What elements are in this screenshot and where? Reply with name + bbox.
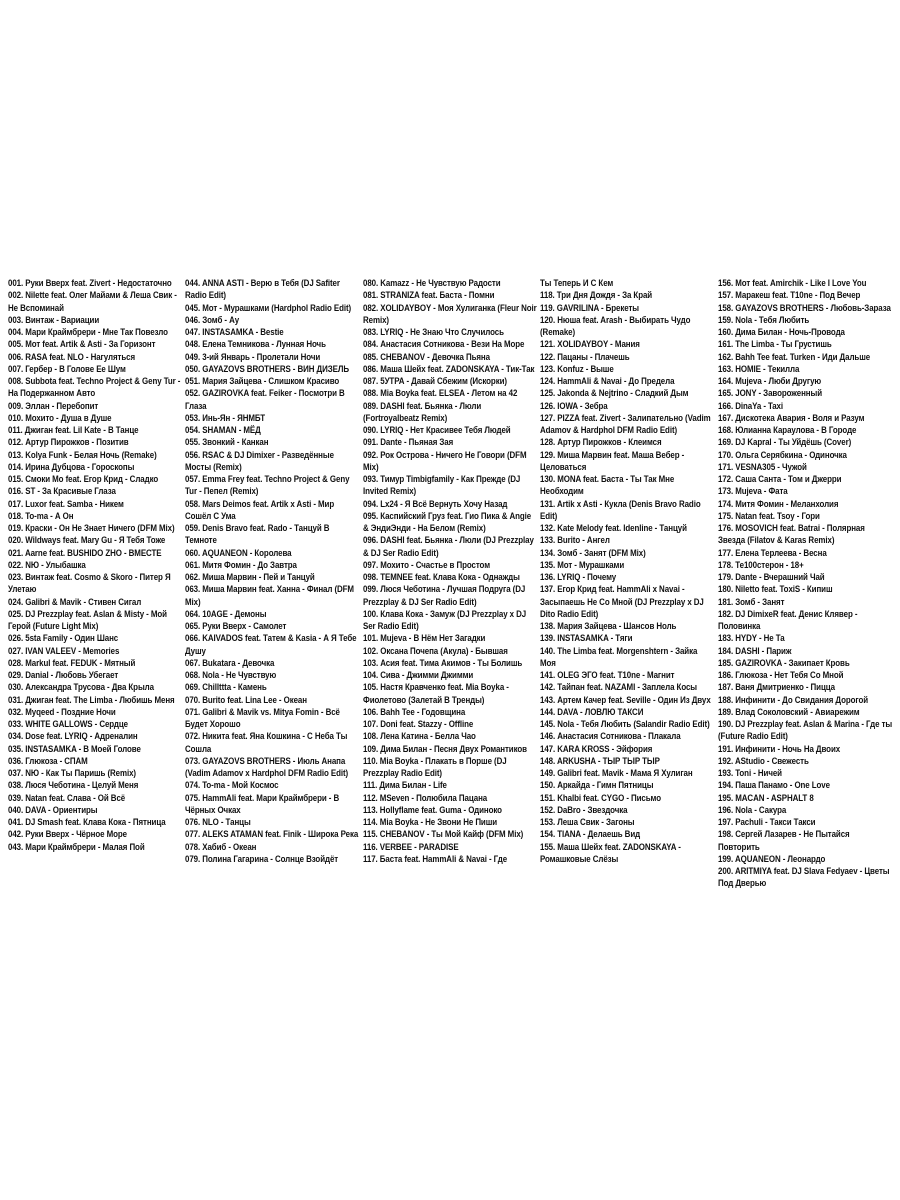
track-entry: 016. ST - За Красивые Глаза (8, 486, 116, 497)
track-entry: 007. Гербер - В Голове Ее Шум (8, 363, 126, 374)
track-entry: 011. Джиган feat. Lil Kate - В Танце (8, 425, 139, 435)
track-entry: 047. INSTASAMKA - Bestie (185, 327, 284, 337)
track-entry: 099. Люся Чеботина - Лучшая Подруга (DJ Prezzplay & DJ Ser Radio Edit) (362, 584, 526, 607)
track-entry: 124. HammAli & Navai - До Предела (540, 376, 675, 386)
track-entry: 083. LYRIQ - Не Знаю Что Случилось (362, 327, 504, 337)
track-entry: Ты Теперь И С Кем (540, 278, 614, 288)
track-entry: 184. DASHI - Париж (717, 645, 792, 656)
track-entry: 088. Mia Boyka feat. ELSEA - Летом на 42 (362, 388, 518, 399)
track-entry: 032. Myqeed - Поздние Ночи (8, 706, 116, 717)
track-entry: 176. MOSOVICH feat. Batrai - Полярная Звезда (Filatov & Karas Remix) (717, 523, 865, 546)
track-entry: 073. GAYAZOVS BROTHERS - Июль Анапа (Vadim Adamov x Hardphol DFM Radio Edit) (185, 755, 349, 778)
track-entry: 139. INSTASAMKA - Тяги (540, 633, 633, 644)
track-entry: 146. Анастасия Сотникова - Плакала (540, 731, 681, 742)
track-entry: 079. Полина Гагарина - Солнце Взойдёт (185, 853, 339, 864)
track-entry: 084. Анастасия Сотникова - Вези На Море (362, 339, 525, 350)
track-entry: 078. Хабиб - Океан (185, 841, 257, 852)
track-entry: 169. DJ Kapral - Ты Уйдёшь (Cover) (717, 437, 851, 448)
track-entry: 041. DJ Smash feat. Клава Кока - Пятница (8, 817, 166, 827)
track-entry: 026. 5sta Family - Один Шанс (8, 633, 119, 644)
track-entry: 091. Dante - Пьяная Зая (362, 437, 453, 448)
track-entry: 185. GAZIROVKA - Закипает Кровь (717, 657, 850, 668)
track-entry: 167. Дискотека Авария - Воля и Разум (717, 412, 864, 423)
track-entry: 181. Зомб - Занят (717, 596, 785, 607)
track-entry: 070. Burito feat. Lina Lee - Океан (185, 694, 308, 705)
track-entry: 006. RASA feat. NLO - Нагуляться (8, 351, 136, 362)
track-entry: 100. Клава Кока - Замуж (DJ Prezzplay x DJ Ser Radio Edit) (362, 608, 526, 631)
track-entry: 105. Настя Кравченко feat. Mia Boyka - Фиолетово (Залетай В Тренды) (362, 682, 509, 705)
track-entry: 067. Bukatara - Девочка (185, 657, 275, 668)
track-entry: 113. Hollyflame feat. Guma - Одиноко (362, 804, 502, 815)
track-entry: 062. Миша Марвин - Пей и Танцуй (185, 572, 316, 582)
track-entry: 151. Khalbi feat. CYGO - Письмо (540, 792, 662, 803)
track-entry: 162. Bahh Tee feat. Turken - Иди Дальше (717, 351, 870, 362)
track-entry: 147. KARA KROSS - Эйфория (540, 743, 653, 754)
track-entry: 138. Мария Зайцева - Шансов Ноль (540, 621, 677, 631)
track-entry: 177. Елена Терлеева - Весна (717, 547, 827, 558)
track-entry: 027. IVAN VALEEV - Memories (8, 645, 120, 656)
track-entry: 013. Kolya Funk - Белая Ночь (Remake) (8, 449, 157, 460)
track-entry: 112. MSeven - Полюбила Пацана (362, 792, 487, 803)
track-entry: 122. Пацаны - Плачешь (540, 351, 630, 362)
track-entry: 012. Артур Пирожков - Позитив (8, 437, 129, 448)
track-entry: 035. INSTASAMKA - В Моей Голове (8, 743, 141, 754)
track-entry: 156. Мот feat. Amirchik - Like I Love You (717, 278, 866, 288)
track-entry: 001. Руки Вверх feat. Zivert - Недостаточно (8, 278, 172, 288)
track-entry: 172. Саша Санта - Том и Джерри (717, 474, 842, 484)
track-entry: 057. Emma Frey feat. Techno Project & Geny Tur - Пепел (Remix) (185, 474, 350, 497)
track-entry: 097. Мохито - Счастье в Простом (362, 559, 490, 570)
track-entry: 178. Те100стерон - 18+ (717, 559, 804, 570)
track-entry: 180. Niletto feat. ToxiS - Кипиш (717, 584, 833, 595)
track-entry: 015. Смоки Мо feat. Егор Крид - Сладко (8, 474, 159, 484)
track-entry: 037. NЮ - Как Ты Паришь (Remix) (8, 768, 136, 778)
track-entry: 160. Дима Билан - Ночь-Провода (717, 327, 845, 337)
track-entry: 074. To-ma - Мой Космос (185, 780, 279, 791)
track-entry: 107. Doni feat. Stazzy - Offline (362, 719, 474, 729)
tracklist-column-5 (718, 277, 892, 942)
track-entry: 068. Nola - Не Чувствую (185, 670, 277, 680)
track-entry: 155. Маша Шейх feat. ZADONSKAYA - Ромашковые Слёзы (540, 841, 682, 864)
track-entry: 187. Ваня Дмитриенко - Пицца (717, 682, 835, 693)
track-entry: 050. GAYAZOVS BROTHERS - ВИН ДИЗЕЛЬ (185, 363, 350, 374)
track-entry: 031. Джиган feat. The Limba - Любишь Меня (8, 694, 175, 705)
track-entry: 065. Руки Вверх - Самолет (185, 621, 287, 631)
track-entry: 020. Wildways feat. Mary Gu - Я Тебя Тоже (8, 535, 166, 546)
track-entry: 077. ALEKS ATAMAN feat. Finik - Широка Река (185, 829, 359, 840)
track-entry: 024. Galibri & Mavik - Стивен Сигал (8, 596, 142, 607)
track-entry: 014. Ирина Дубцова - Гороскопы (8, 461, 135, 472)
track-entry: 127. PIZZA feat. Zivert - Залипательно (Vadim Adamov & Hardphol DFM Radio Edit) (540, 412, 711, 435)
track-entry: 059. Denis Bravo feat. Rado - Танцуй В Темноте (185, 523, 330, 546)
track-entry: 061. Митя Фомин - До Завтра (185, 559, 298, 570)
track-entry: 096. DASHI feat. Бьянка - Люли (DJ Prezzplay & DJ Ser Radio Edit) (362, 535, 534, 558)
track-entry: 052. GAZIROVKA feat. Feiker - Посмотри В Глаза (185, 388, 346, 411)
track-entry: 132. Kate Melody feat. Idenline - Танцуй (540, 523, 688, 533)
track-entry: 126. IOWA - Зебра (540, 400, 608, 411)
track-entry: 189. Влад Соколовский - Авиарежим (717, 706, 860, 717)
track-entry: 009. Эллан - Перебопит (8, 400, 99, 411)
track-entry: 019. Краски - Он Не Знает Ничего (DFM Mix) (8, 523, 175, 533)
track-entry: 101. Mujeva - В Нём Нет Загадки (362, 633, 486, 644)
track-entry: 022. NЮ - Улыбашка (8, 559, 86, 570)
track-entry: 128. Артур Пирожков - Клеимся (540, 437, 662, 448)
track-entry: 080. Kamazz - Не Чувствую Радости (362, 278, 501, 288)
track-entry: 106. Bahh Tee - Годовщина (362, 706, 465, 717)
track-entry: 010. Мохито - Душа в Душе (8, 412, 112, 423)
track-entry: 004. Мари Краймбрери - Мне Так Повезло (8, 327, 168, 337)
track-entry: 082. XOLIDAYBOY - Моя Хулиганка (Fleur Noir Remix) (362, 302, 537, 325)
tracklist-column-1 (8, 277, 182, 942)
track-entry: 058. Mars Deimos feat. Artik x Asti - Мир Сошёл С Ума (185, 498, 335, 521)
track-entry: 164. Mujeva - Люби Другую (717, 376, 821, 386)
track-entry: 023. Винтаж feat. Cosmo & Skoro - Питер Я Улетаю (8, 572, 171, 595)
track-entry: 186. Глюкоза - Нет Тебя Со Мной (717, 670, 844, 680)
track-entry: 170. Ольга Серябкина - Одиночка (717, 449, 847, 460)
track-entry: 153. Леша Свик - Загоны (540, 817, 635, 827)
track-entry: 152. DaBro - Звездочка (540, 804, 628, 815)
track-entry: 134. Зомб - Занят (DFM Mix) (540, 547, 646, 558)
track-entry: 119. GAVRILINA - Брекеты (540, 302, 640, 313)
track-entry: 137. Егор Крид feat. HammAli x Navai - Засыпаешь Не Со Мной (DJ Prezzplay x DJ Dito Radio Edit) (540, 584, 704, 619)
track-entry: 055. Звонкий - Канкан (185, 437, 269, 448)
track-entry: 090. LYRIQ - Нет Красивее Тебя Людей (362, 425, 511, 435)
track-entry: 039. Natan feat. Слава - Ой Всё (8, 792, 126, 803)
track-entry: 093. Тимур Timbigfamily - Как Прежде (DJ Invited Remix) (362, 474, 521, 497)
track-entry: 148. ARKUSHA - ТЫР ТЫР ТЫР (540, 755, 661, 766)
track-entry: 092. Рок Острова - Ничего Не Говори (DFM Mix) (362, 449, 527, 472)
track-entry: 081. STRANIZA feat. Баста - Помни (362, 290, 495, 301)
track-entry: 028. Markul feat. FEDUK - Мятный (8, 657, 136, 668)
track-entry: 043. Мари Краймбрери - Малая Пой (8, 841, 145, 852)
track-entry: 066. KAIVADOS feat. Татем & Kasia - А Я Тебе Душу (185, 633, 357, 656)
tracklist-column-4 (540, 277, 714, 942)
track-entry: 196. Nola - Сакура (717, 804, 786, 815)
track-entry: 075. HammAli feat. Мари Краймбрери - В Чёрных Очках (185, 792, 340, 815)
track-entry: 130. MONA feat. Баста - Ты Так Мне Необходим (540, 474, 675, 497)
track-entry: 121. XOLIDAYBOY - Мания (540, 339, 641, 350)
track-entry: 049. 3-ий Январь - Пролетали Ночи (185, 351, 321, 362)
tracklist-column-2 (185, 277, 359, 942)
track-entry: 190. DJ Prezzplay feat. Aslan & Marina - Где ты (Future Radio Edit) (717, 719, 892, 742)
track-entry: 120. Нюша feat. Arash - Выбирать Чудо (Remake) (540, 314, 691, 337)
track-entry: 192. AStudio - Свежесть (717, 755, 809, 766)
track-entry: 089. DASHI feat. Бьянка - Люли (Fortroyalbeatz Remix) (362, 400, 481, 423)
track-entry: 104. Сива - Джимми Джимми (362, 670, 474, 680)
track-entry: 045. Мот - Мурашками (Hardphol Radio Edit) (185, 302, 352, 313)
track-entry: 046. Зомб - Ау (185, 314, 240, 325)
track-entry: 034. Dose feat. LYRIQ - Адреналин (8, 731, 138, 742)
track-entry: 003. Винтаж - Вариации (8, 314, 100, 325)
track-entry: 140. The Limba feat. Morgenshtern - Зайка Моя (540, 645, 698, 668)
track-entry: 102. Оксана Почепа (Акула) - Бывшая (362, 645, 508, 656)
track-entry: 179. Dante - Вчерашний Чай (717, 572, 825, 582)
track-entry: 054. SHAMAN - МЁД (185, 425, 262, 435)
track-entry: 114. Mia Boyka - Не Звони Не Пиши (362, 817, 497, 827)
track-entry: 029. Danial - Любовь Убегает (8, 670, 119, 680)
track-entry: 109. Дима Билан - Песня Двух Романтиков (362, 743, 527, 754)
track-entry: 094. Lx24 - Я Всё Вернуть Хочу Назад (362, 498, 508, 509)
track-entry: 166. DinaYa - Taxi (717, 400, 783, 411)
track-entry: 149. Galibri feat. Mavik - Мама Я Хулиган (540, 768, 693, 778)
track-entry: 188. Инфинити - До Свидания Дорогой (717, 694, 868, 705)
track-entry: 051. Мария Зайцева - Слишком Красиво (185, 376, 340, 386)
track-entry: 044. ANNA ASTI - Верю в Тебя (DJ Safiter Radio Edit) (185, 278, 341, 301)
track-entry: 195. MACAN - ASPHALT 8 (717, 792, 814, 803)
track-entry: 008. Subbota feat. Techno Project & Geny Tur - На Подержанном Авто (8, 376, 181, 399)
track-entry: 145. Nola - Тебя Любить (Salandir Radio Edit) (540, 719, 710, 729)
track-entry: 182. DJ DimixeR feat. Денис Клявер - Половинка (717, 608, 858, 631)
track-entry: 173. Mujeva - Фата (717, 486, 788, 497)
track-entry: 038. Люся Чеботина - Целуй Меня (8, 780, 139, 791)
track-entry: 086. Маша Шейх feat. ZADONSKAYA - Тик-Так (362, 363, 535, 374)
track-entry: 133. Burito - Ангел (540, 535, 611, 546)
track-entry: 017. Luxor feat. Samba - Никем (8, 498, 124, 509)
track-entry: 087. 5УТРА - Давай Сбежим (Искорки) (362, 376, 507, 386)
track-entry: 110. Mia Boyka - Плакать в Порше (DJ Prezzplay Radio Edit) (362, 755, 507, 778)
track-entry: 135. Мот - Мурашками (540, 559, 625, 570)
track-entry: 158. GAYAZOVS BROTHERS - Любовь-Зараза (717, 302, 891, 313)
track-entry: 021. Aarne feat. BUSHIDO ZHO - ВМЕСТЕ (8, 547, 162, 558)
track-entry: 053. Инь-Ян - ЯНМБТ (185, 412, 266, 423)
track-entry: 191. Инфинити - Ночь На Двоих (717, 743, 840, 754)
track-entry: 108. Лена Катина - Белла Чао (362, 731, 476, 742)
track-entry: 143. Артем Качер feat. Seville - Один Из Двух (540, 694, 711, 705)
track-entry: 199. AQUANEON - Леонардо (717, 853, 825, 864)
track-entry: 163. HOMIE - Текилла (717, 363, 799, 374)
track-entry: 098. TEMNEE feat. Клава Кока - Однажды (362, 572, 520, 582)
track-entry: 103. Асия feat. Тима Акимов - Ты Болишь (362, 657, 522, 668)
track-entry: 159. Nola - Тебя Любить (717, 314, 809, 325)
track-entry: 111. Дима Билан - Life (362, 780, 447, 791)
track-entry: 025. DJ Prezzplay feat. Aslan & Misty - Мой Герой (Future Light Mix) (8, 608, 167, 631)
track-entry: 116. VERBEE - PARADISE (362, 841, 459, 852)
track-entry: 069. Chillttta - Камень (185, 682, 268, 693)
track-entry: 095. Каспийский Груз feat. Гио Пика & Angie & ЭндиЭнди - На Белом (Remix) (362, 510, 531, 533)
track-entry: 048. Елена Темникова - Лунная Ночь (185, 339, 327, 350)
track-entry: 033. WHITE GALLOWS - Сердце (8, 719, 128, 729)
track-entry: 157. Маракеш feat. T10ne - Под Вечер (717, 290, 860, 301)
track-entry: 194. Паша Панамо - One Love (717, 780, 830, 791)
track-entry: 161. The Limba - Ты Грустишь (717, 339, 832, 350)
track-entry: 071. Galibri & Mavik vs. Mitya Fomin - Всё Будет Хорошо (185, 706, 341, 729)
track-entry: 144. DAVA - ЛОВЛЮ ТАКСИ (540, 706, 644, 717)
track-entry: 168. Юлианна Караулова - В Городе (717, 425, 856, 435)
track-entry: 063. Миша Марвин feat. Ханна - Финал (DFM Mix) (185, 584, 355, 607)
tracklist-sheet (8, 277, 892, 942)
track-entry: 175. Natan feat. Tsoy - Гори (717, 510, 820, 521)
track-entry: 085. CHEBANOV - Девочка Пьяна (362, 351, 490, 362)
track-entry: 040. DAVA - Ориентиры (8, 804, 98, 815)
track-entry: 064. 10AGE - Демоны (185, 608, 267, 619)
track-entry: 200. ARITMIYA feat. DJ Slava Fedyaev - Цветы Под Дверью (717, 866, 890, 889)
track-entry: 036. Глюкоза - СПАМ (8, 755, 88, 766)
track-entry: 117. Баста feat. HammAli & Navai - Где (362, 853, 507, 864)
track-entry: 174. Митя Фомин - Меланхолия (717, 498, 839, 509)
track-entry: 115. CHEBANOV - Ты Мой Кайф (DFM Mix) (362, 829, 524, 840)
track-entry: 171. VESNA305 - Чужой (717, 461, 807, 472)
track-entry: 018. To-ma - А Он (8, 510, 74, 521)
track-entry: 056. RSAC & DJ Dimixer - Разведённые Мосты (Remix) (185, 449, 335, 472)
track-entry: 197. Pachuli - Такси Такси (717, 817, 816, 827)
track-entry: 142. Тайпан feat. NAZAMI - Заплела Косы (540, 682, 698, 693)
track-entry: 154. TIANA - Делаешь Вид (540, 829, 641, 840)
track-entry: 005. Мот feat. Artik & Asti - За Горизонт (8, 339, 156, 350)
track-entry: 042. Руки Вверх - Чёрное Море (8, 829, 127, 840)
track-entry: 030. Александра Трусова - Два Крыла (8, 682, 154, 693)
track-entry: 125. Jakonda & Nejtrino - Сладкий Дым (540, 388, 689, 399)
tracklist-column-3 (363, 277, 537, 942)
track-entry: 076. NLO - Танцы (185, 817, 252, 827)
track-entry: 072. Никита feat. Яна Кошкина - С Неба Ты Сошла (185, 731, 348, 754)
track-entry: 123. Konfuz - Выше (540, 363, 614, 374)
track-entry: 193. Toni - Ничей (717, 768, 782, 778)
track-entry: 136. LYRIQ - Почему (540, 572, 617, 582)
track-entry: 002. Nilette feat. Олег Майами & Леша Свик - Не Вспоминай (8, 290, 177, 313)
track-entry: 131. Artik x Asti - Кукла (Denis Bravo Radio Edit) (540, 498, 701, 521)
track-entry: 141. OLEG ЭГО feat. T10ne - Магнит (540, 670, 675, 680)
track-entry: 198. Сергей Лазарев - Не Пытайся Повторить (717, 829, 850, 852)
track-entry: 129. Миша Марвин feat. Маша Вебер - Целоваться (540, 449, 685, 472)
track-entry: 118. Три Дня Дождя - За Край (540, 290, 653, 301)
track-entry: 150. Аркайда - Гимн Пятницы (540, 780, 654, 791)
track-entry: 060. AQUANEON - Королева (185, 547, 292, 558)
track-entry: 165. JONY - Завороженный (717, 388, 822, 399)
track-entry: 183. HYDY - Не Та (717, 633, 785, 644)
